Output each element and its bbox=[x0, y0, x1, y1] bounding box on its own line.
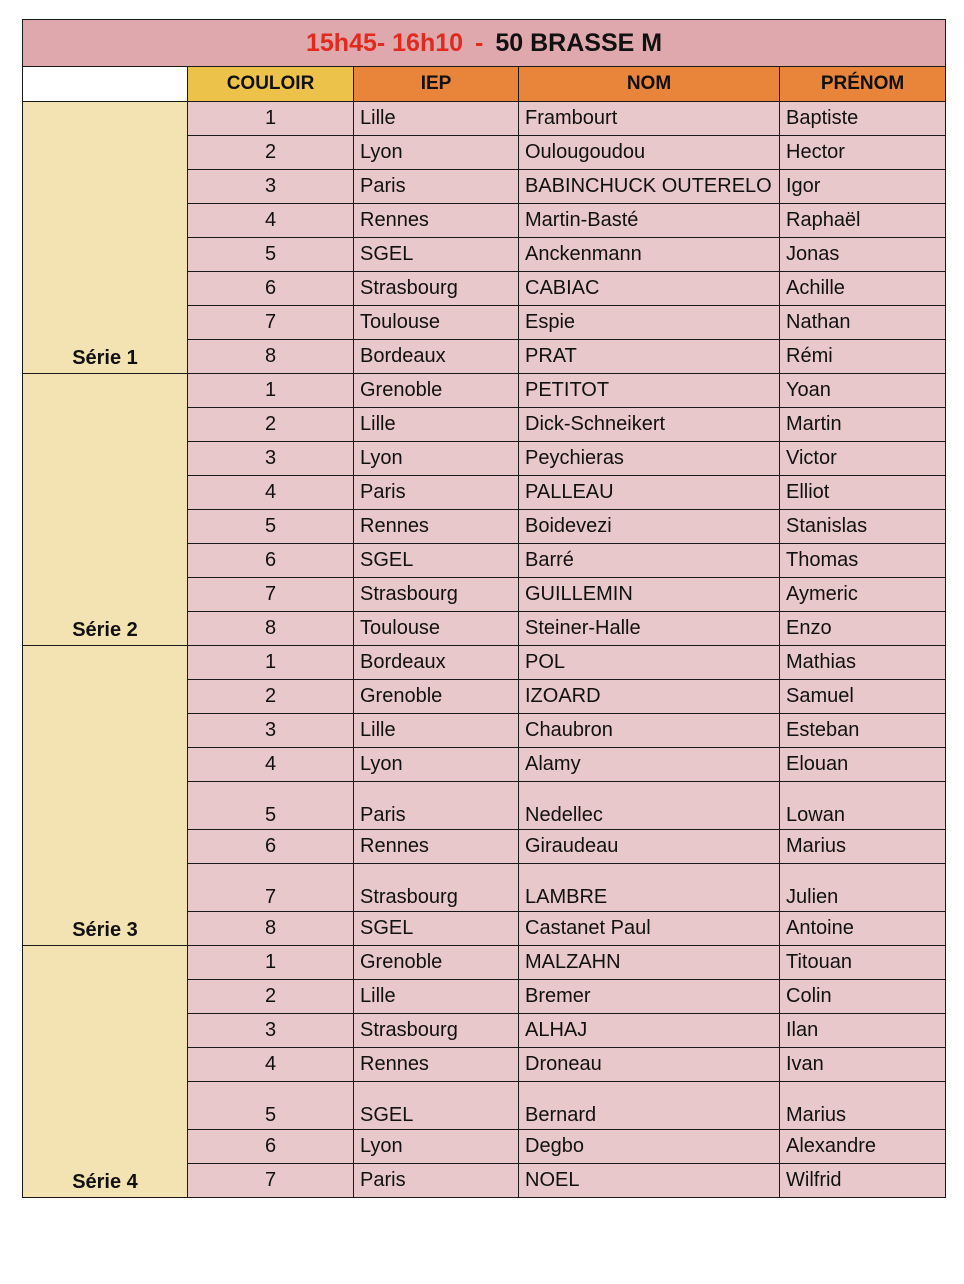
nom-cell: ALHAJ bbox=[519, 1014, 780, 1048]
iep-cell: Grenoble bbox=[354, 680, 519, 714]
prenom-cell: Elouan bbox=[780, 748, 946, 782]
lane-cell: 2 bbox=[188, 680, 354, 714]
nom-cell: Alamy bbox=[519, 748, 780, 782]
iep-cell: Grenoble bbox=[354, 374, 519, 408]
iep-cell: Paris bbox=[354, 1164, 519, 1198]
nom-cell: Droneau bbox=[519, 1048, 780, 1082]
iep-cell: Paris bbox=[354, 170, 519, 204]
iep-cell: Strasbourg bbox=[354, 1014, 519, 1048]
prenom-cell: Ilan bbox=[780, 1014, 946, 1048]
title-time: 15h45- 16h10 bbox=[305, 28, 464, 57]
lane-cell: 1 bbox=[188, 946, 354, 980]
lane-cell: 5 bbox=[188, 238, 354, 272]
lane-cell: 6 bbox=[188, 1130, 354, 1164]
nom-cell: Peychieras bbox=[519, 442, 780, 476]
iep-cell: SGEL bbox=[354, 544, 519, 578]
prenom-cell: Thomas bbox=[780, 544, 946, 578]
nom-cell: Oulougoudou bbox=[519, 136, 780, 170]
prenom-cell: Esteban bbox=[780, 714, 946, 748]
prenom-cell: Mathias bbox=[780, 646, 946, 680]
iep-cell: Lille bbox=[354, 102, 519, 136]
nom-cell: Chaubron bbox=[519, 714, 780, 748]
iep-cell: SGEL bbox=[354, 238, 519, 272]
nom-cell: Giraudeau bbox=[519, 830, 780, 864]
nom-cell: NOEL bbox=[519, 1164, 780, 1198]
prenom-cell: Aymeric bbox=[780, 578, 946, 612]
table-row bbox=[23, 374, 946, 408]
iep-cell: Lille bbox=[354, 980, 519, 1014]
nom-cell: Martin-Basté bbox=[519, 204, 780, 238]
page-title bbox=[23, 20, 946, 67]
nom-cell: Barré bbox=[519, 544, 780, 578]
prenom-cell: Lowan bbox=[780, 782, 946, 830]
nom-cell: PALLEAU bbox=[519, 476, 780, 510]
header-iep: IEP bbox=[354, 67, 519, 102]
iep-cell: Lille bbox=[354, 408, 519, 442]
nom-cell: BABINCHUCK OUTERELO bbox=[519, 170, 780, 204]
header-blank-cell bbox=[23, 67, 188, 102]
prenom-cell: Marius bbox=[780, 1082, 946, 1130]
lane-cell: 4 bbox=[188, 748, 354, 782]
iep-cell: Grenoble bbox=[354, 946, 519, 980]
lane-cell: 2 bbox=[188, 408, 354, 442]
prenom-cell: Elliot bbox=[780, 476, 946, 510]
prenom-cell: Colin bbox=[780, 980, 946, 1014]
nom-cell: MALZAHN bbox=[519, 946, 780, 980]
iep-cell: Paris bbox=[354, 476, 519, 510]
lane-cell: 2 bbox=[188, 136, 354, 170]
iep-cell: Lyon bbox=[354, 748, 519, 782]
lane-cell: 2 bbox=[188, 980, 354, 1014]
iep-cell: Bordeaux bbox=[354, 340, 519, 374]
prenom-cell: Hector bbox=[780, 136, 946, 170]
serie-label: Série 3 bbox=[23, 646, 188, 946]
nom-cell: Castanet Paul bbox=[519, 912, 780, 946]
lane-cell: 4 bbox=[188, 204, 354, 238]
iep-cell: Toulouse bbox=[354, 306, 519, 340]
iep-cell: Lyon bbox=[354, 442, 519, 476]
prenom-cell: Enzo bbox=[780, 612, 946, 646]
nom-cell: LAMBRE bbox=[519, 864, 780, 912]
nom-cell: Degbo bbox=[519, 1130, 780, 1164]
iep-cell: Strasbourg bbox=[354, 864, 519, 912]
prenom-cell: Igor bbox=[780, 170, 946, 204]
nom-cell: GUILLEMIN bbox=[519, 578, 780, 612]
heat-sheet bbox=[22, 19, 945, 1198]
nom-cell: Bernard bbox=[519, 1082, 780, 1130]
lane-cell: 8 bbox=[188, 340, 354, 374]
lane-cell: 5 bbox=[188, 1082, 354, 1130]
serie-label: Série 1 bbox=[23, 102, 188, 374]
lane-cell: 6 bbox=[188, 830, 354, 864]
prenom-cell: Victor bbox=[780, 442, 946, 476]
iep-cell: SGEL bbox=[354, 1082, 519, 1130]
nom-cell: Espie bbox=[519, 306, 780, 340]
prenom-cell: Achille bbox=[780, 272, 946, 306]
nom-cell: POL bbox=[519, 646, 780, 680]
lane-cell: 8 bbox=[188, 612, 354, 646]
iep-cell: Strasbourg bbox=[354, 578, 519, 612]
nom-cell: Frambourt bbox=[519, 102, 780, 136]
prenom-cell: Baptiste bbox=[780, 102, 946, 136]
prenom-cell: Raphaël bbox=[780, 204, 946, 238]
iep-cell: Rennes bbox=[354, 1048, 519, 1082]
iep-cell: SGEL bbox=[354, 912, 519, 946]
prenom-cell: Jonas bbox=[780, 238, 946, 272]
nom-cell: PRAT bbox=[519, 340, 780, 374]
heat-table bbox=[22, 19, 946, 1198]
nom-cell: Bremer bbox=[519, 980, 780, 1014]
nom-cell: PETITOT bbox=[519, 374, 780, 408]
iep-cell: Bordeaux bbox=[354, 646, 519, 680]
prenom-cell: Samuel bbox=[780, 680, 946, 714]
prenom-cell: Alexandre bbox=[780, 1130, 946, 1164]
header-prenom: PRÉNOM bbox=[780, 67, 946, 102]
prenom-cell: Yoan bbox=[780, 374, 946, 408]
lane-cell: 6 bbox=[188, 544, 354, 578]
table-row bbox=[23, 946, 946, 980]
lane-cell: 1 bbox=[188, 646, 354, 680]
lane-cell: 1 bbox=[188, 374, 354, 408]
serie-label: Série 2 bbox=[23, 374, 188, 646]
lane-cell: 5 bbox=[188, 510, 354, 544]
nom-cell: Boidevezi bbox=[519, 510, 780, 544]
header-nom: NOM bbox=[519, 67, 780, 102]
lane-cell: 5 bbox=[188, 782, 354, 830]
iep-cell: Rennes bbox=[354, 204, 519, 238]
nom-cell: Nedellec bbox=[519, 782, 780, 830]
lane-cell: 3 bbox=[188, 714, 354, 748]
prenom-cell: Titouan bbox=[780, 946, 946, 980]
prenom-cell: Martin bbox=[780, 408, 946, 442]
lane-cell: 7 bbox=[188, 864, 354, 912]
prenom-cell: Stanislas bbox=[780, 510, 946, 544]
iep-cell: Lille bbox=[354, 714, 519, 748]
iep-cell: Strasbourg bbox=[354, 272, 519, 306]
lane-cell: 7 bbox=[188, 306, 354, 340]
lane-cell: 6 bbox=[188, 272, 354, 306]
nom-cell: Anckenmann bbox=[519, 238, 780, 272]
prenom-cell: Nathan bbox=[780, 306, 946, 340]
lane-cell: 8 bbox=[188, 912, 354, 946]
title-event: 50 BRASSE M bbox=[495, 28, 663, 57]
iep-cell: Rennes bbox=[354, 510, 519, 544]
title-separator: - bbox=[475, 28, 484, 57]
lane-cell: 3 bbox=[188, 1014, 354, 1048]
nom-cell: Dick-Schneikert bbox=[519, 408, 780, 442]
prenom-cell: Wilfrid bbox=[780, 1164, 946, 1198]
lane-cell: 1 bbox=[188, 102, 354, 136]
iep-cell: Lyon bbox=[354, 1130, 519, 1164]
lane-cell: 4 bbox=[188, 476, 354, 510]
lane-cell: 3 bbox=[188, 442, 354, 476]
lane-cell: 7 bbox=[188, 1164, 354, 1198]
nom-cell: Steiner-Halle bbox=[519, 612, 780, 646]
serie-label: Série 4 bbox=[23, 946, 188, 1198]
nom-cell: CABIAC bbox=[519, 272, 780, 306]
prenom-cell: Ivan bbox=[780, 1048, 946, 1082]
prenom-cell: Antoine bbox=[780, 912, 946, 946]
lane-cell: 7 bbox=[188, 578, 354, 612]
nom-cell: IZOARD bbox=[519, 680, 780, 714]
header-lane: COULOIR bbox=[188, 67, 354, 102]
iep-cell: Paris bbox=[354, 782, 519, 830]
prenom-cell: Marius bbox=[780, 830, 946, 864]
iep-cell: Lyon bbox=[354, 136, 519, 170]
lane-cell: 3 bbox=[188, 170, 354, 204]
table-row bbox=[23, 102, 946, 136]
prenom-cell: Rémi bbox=[780, 340, 946, 374]
iep-cell: Rennes bbox=[354, 830, 519, 864]
prenom-cell: Julien bbox=[780, 864, 946, 912]
lane-cell: 4 bbox=[188, 1048, 354, 1082]
iep-cell: Toulouse bbox=[354, 612, 519, 646]
table-row bbox=[23, 646, 946, 680]
